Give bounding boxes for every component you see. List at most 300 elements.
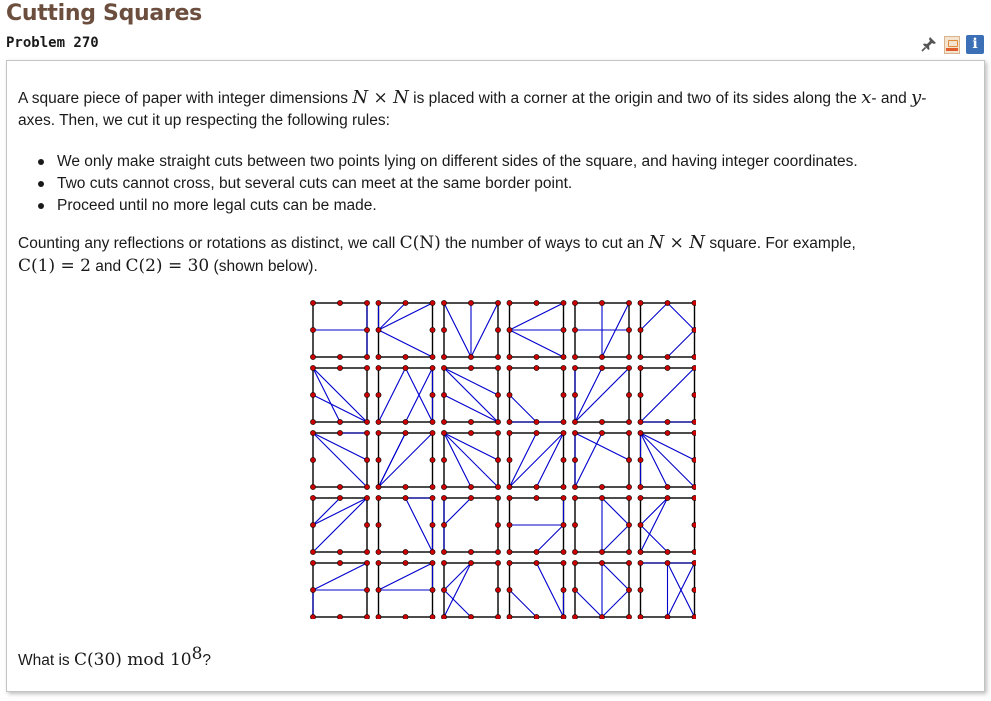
cut-pattern [572,365,631,424]
pin-icon[interactable] [921,36,937,52]
counting-text: (shown below). [209,258,318,275]
cut-line [444,368,498,422]
lattice-point [364,522,369,527]
lattice-point [430,522,435,527]
lattice-point [495,457,500,462]
lattice-point [430,549,435,554]
lattice-point [441,587,446,592]
cut-pattern [376,365,435,424]
lattice-point [403,484,408,489]
lattice-point [638,549,643,554]
lattice-point [430,430,435,435]
lattice-point [572,587,577,592]
cut-line [313,368,367,422]
list-item: Proceed until no more legal cuts can be made. [32,195,858,217]
lattice-point [561,300,566,305]
cut-line [379,303,406,330]
lattice-point [638,365,643,370]
lattice-point [310,587,315,592]
counting-text: Counting any reflections or rotations as distinct, we call [18,235,400,252]
lattice-point [337,560,342,565]
cut-line [641,498,668,552]
lattice-point [441,549,446,554]
lattice-point [692,327,696,332]
lattice-point [468,614,473,619]
lattice-point [430,419,435,424]
cut-line [444,590,471,617]
lattice-point [534,549,539,554]
lattice-point [534,419,539,424]
cut-pattern [310,430,369,489]
cut-line [575,590,602,617]
lattice-point [507,327,512,332]
cut-line [510,395,537,422]
list-item: We only make straight cuts between two points lying on different sides of the square, and having integer coordinates. [32,151,858,173]
lattice-point [692,495,696,500]
cut-line [444,433,471,487]
lattice-point [364,560,369,565]
cut-line [537,433,564,487]
lattice-point [376,484,381,489]
lattice-point [561,430,566,435]
lattice-point [626,354,631,359]
lattice-point [468,354,473,359]
lattice-point [572,354,577,359]
cut-line [641,525,668,552]
lattice-point [403,614,408,619]
problem-content [6,60,985,692]
lattice-point [468,560,473,565]
lattice-point [430,392,435,397]
html-icon[interactable] [944,36,960,54]
cut-pattern [310,300,369,359]
cut-line [379,303,433,330]
cut-line [406,498,433,552]
lattice-point [692,300,696,305]
counting-paragraph [18,232,958,278]
cut-line [379,563,433,590]
counting-text: and [90,258,126,275]
cut-pattern [638,495,696,554]
cut-pattern [638,365,696,424]
question-text: ? [202,652,212,670]
cut-pattern [507,560,566,619]
lattice-point [310,484,315,489]
math-c2: C(2) = 30 [125,256,210,276]
cut-line [444,368,498,395]
cut-line [313,368,340,422]
lattice-point [468,549,473,554]
math-x: x [861,87,872,108]
lattice-point [534,300,539,305]
page-title: Cutting Squares [6,1,202,26]
lattice-point [626,300,631,305]
lattice-point [665,300,670,305]
lattice-point [626,392,631,397]
lattice-point [507,419,512,424]
lattice-point [572,549,577,554]
lattice-point [376,430,381,435]
lattice-point [441,365,446,370]
lattice-point [561,560,566,565]
math-n: N [352,87,369,108]
lattice-point [310,560,315,565]
square-outline [641,498,695,552]
lattice-point [534,560,539,565]
lattice-point [441,327,446,332]
lattice-point [561,495,566,500]
lattice-point [561,549,566,554]
lattice-point [364,392,369,397]
lattice-point [364,365,369,370]
cut-pattern [310,560,369,619]
lattice-point [430,327,435,332]
lattice-point [376,560,381,565]
lattice-point [430,484,435,489]
lattice-point [507,587,512,592]
question-text: What is [18,652,74,670]
math-c30: C(30) [73,650,122,671]
cut-line [313,433,367,460]
lattice-point [337,300,342,305]
lattice-point [364,419,369,424]
lattice-point [310,549,315,554]
lattice-point [692,430,696,435]
cut-pattern [507,430,566,489]
lattice-point [468,365,473,370]
lattice-point [572,300,577,305]
cut-line [313,498,340,525]
lattice-point [572,522,577,527]
lattice-point [572,392,577,397]
math-cn: C(N) [399,233,441,253]
lattice-point [310,614,315,619]
lattice-point [310,327,315,332]
lattice-point [495,614,500,619]
lattice-point [403,300,408,305]
lattice-point [572,419,577,424]
lattice-point [441,354,446,359]
square-outline [444,563,498,617]
lattice-point [572,365,577,370]
lattice-point [561,392,566,397]
lattice-point [441,419,446,424]
power-base: 10 [169,650,192,671]
cut-pattern [441,365,500,424]
lattice-point [638,484,643,489]
cut-line [510,433,564,487]
lattice-point [430,587,435,592]
square-outline [444,498,498,552]
lattice-point [534,365,539,370]
lattice-point [561,419,566,424]
cut-line [313,563,367,590]
lattice-point [310,419,315,424]
lattice-point [364,587,369,592]
lattice-point [638,327,643,332]
cut-pattern [507,495,566,554]
lattice-point [561,457,566,462]
lattice-point [337,495,342,500]
lattice-point [364,354,369,359]
lattice-point [403,560,408,565]
lattice-point [468,419,473,424]
lattice-point [692,587,696,592]
cut-line [641,368,695,422]
cut-line [379,433,433,487]
lattice-point [692,522,696,527]
lattice-point [441,430,446,435]
cut-pattern [572,560,631,619]
lattice-point [507,392,512,397]
lattice-point [376,327,381,332]
lattice-point [665,549,670,554]
lattice-point [507,614,512,619]
cut-line [510,330,564,357]
cut-line [510,433,537,487]
cut-pattern [310,495,369,554]
lattice-point [638,457,643,462]
math-y: y [911,87,922,108]
cut-line [575,433,602,487]
lattice-point [561,587,566,592]
cut-line [379,330,433,357]
lattice-point [337,614,342,619]
lattice-point [638,419,643,424]
lattice-point [468,430,473,435]
lattice-point [638,354,643,359]
cut-line [313,395,367,422]
cut-line [575,368,602,422]
lattice-point [364,495,369,500]
lattice-point [376,419,381,424]
lattice-point [692,484,696,489]
lattice-point [376,522,381,527]
lattice-point [638,430,643,435]
lattice-point [507,354,512,359]
lattice-point [507,484,512,489]
lattice-point [495,430,500,435]
lattice-point [495,549,500,554]
mod-operator: mod [121,650,170,671]
rules-list [32,151,858,217]
question-paragraph [18,643,958,672]
cut-line [313,498,367,525]
lattice-point [507,430,512,435]
cut-line [313,498,367,552]
cut-pattern [441,560,500,619]
lattice-point [507,522,512,527]
lattice-point [403,354,408,359]
lattice-point [626,430,631,435]
cut-line [668,303,695,330]
lattice-point [626,587,631,592]
lattice-point [430,354,435,359]
list-item: Two cuts cannot cross, but several cuts can meet at the same border point. [32,173,858,195]
cut-pattern [572,300,631,359]
lattice-point [599,495,604,500]
lattice-point [599,300,604,305]
cut-line [602,590,629,617]
lattice-point [626,522,631,527]
cut-pattern [638,560,696,619]
lattice-point [310,495,315,500]
cut-line [641,498,668,525]
cut-line [537,563,564,617]
lattice-point [638,522,643,527]
cut-pattern [572,495,631,554]
intro-paragraph [18,87,958,132]
lattice-point [403,430,408,435]
lattice-point [441,560,446,565]
lattice-point [534,614,539,619]
lattice-point [665,430,670,435]
lattice-point [507,457,512,462]
lattice-point [430,614,435,619]
math-c1: C(1) = 2 [18,256,91,276]
cut-line [668,330,695,357]
cut-line [641,433,695,460]
lattice-point [364,300,369,305]
square-outline [510,563,564,617]
cut-line [444,563,471,590]
square-outline [379,498,433,552]
cut-pattern [376,495,435,554]
lattice-point [495,587,500,592]
lattice-point [665,495,670,500]
lattice-point [638,587,643,592]
lattice-point [507,560,512,565]
lattice-point [626,549,631,554]
cut-line [641,303,668,330]
problem-number: Problem 270 [6,35,99,51]
lattice-point [572,327,577,332]
lattice-point [376,300,381,305]
lattice-point [572,614,577,619]
lattice-point [599,354,604,359]
lattice-point [599,549,604,554]
lattice-point [310,365,315,370]
lattice-point [376,549,381,554]
lattice-point [364,457,369,462]
square-outline [641,303,695,357]
times-symbol: × [664,233,690,253]
cut-line [575,433,629,460]
cut-pattern [376,560,435,619]
lattice-point [364,484,369,489]
lattice-point [430,495,435,500]
lattice-point [665,484,670,489]
lattice-point [495,495,500,500]
cut-line [641,433,695,487]
lattice-point [310,300,315,305]
lattice-point [495,354,500,359]
lattice-point [495,522,500,527]
cut-line [444,498,471,525]
lattice-point [403,495,408,500]
lattice-point [572,560,577,565]
lattice-point [638,560,643,565]
lattice-point [507,365,512,370]
lattice-point [337,430,342,435]
lattice-point [572,484,577,489]
lattice-point [665,365,670,370]
lattice-point [561,354,566,359]
lattice-point [599,484,604,489]
lattice-point [599,365,604,370]
lattice-point [376,457,381,462]
lattice-point [561,365,566,370]
lattice-point [337,365,342,370]
lattice-point [561,614,566,619]
lattice-point [364,549,369,554]
lattice-point [441,392,446,397]
lattice-point [364,614,369,619]
cut-line [444,303,471,357]
lattice-point [376,354,381,359]
power-exponent: 8 [191,644,203,664]
lattice-point [638,300,643,305]
cut-pattern [507,365,566,424]
lattice-point [441,484,446,489]
lattice-point [468,300,473,305]
lattice-point [430,300,435,305]
lattice-point [692,457,696,462]
info-icon[interactable]: i [966,35,984,54]
math-n: N [648,232,665,253]
lattice-point [337,549,342,554]
intro-text: A square piece of paper with integer dimensions [18,90,353,107]
cut-pattern [441,300,500,359]
cuts-figure [303,297,696,619]
cut-line [602,563,629,590]
lattice-point [310,522,315,527]
lattice-point [599,614,604,619]
cut-line [510,303,564,330]
lattice-point [403,365,408,370]
cut-pattern [638,430,696,489]
times-symbol: × [368,88,394,108]
cut-pattern [376,300,435,359]
square-outline [575,433,629,487]
cut-pattern [638,300,696,359]
lattice-point [310,430,315,435]
cut-line [444,563,471,617]
lattice-point [692,549,696,554]
lattice-point [495,560,500,565]
lattice-point [430,457,435,462]
square-outline [379,303,433,357]
cut-pattern [376,430,435,489]
lattice-point [638,495,643,500]
lattice-point [638,614,643,619]
cut-line [602,525,629,552]
lattice-point [572,430,577,435]
counting-text: the number of ways to cut an [440,235,649,252]
cut-line [537,525,564,552]
lattice-point [376,392,381,397]
lattice-point [403,549,408,554]
lattice-point [495,392,500,397]
cut-pattern [441,495,500,554]
lattice-point [441,457,446,462]
lattice-point [534,484,539,489]
lattice-point [495,419,500,424]
lattice-point [468,495,473,500]
lattice-point [665,614,670,619]
cut-line [641,433,668,487]
lattice-point [468,484,473,489]
